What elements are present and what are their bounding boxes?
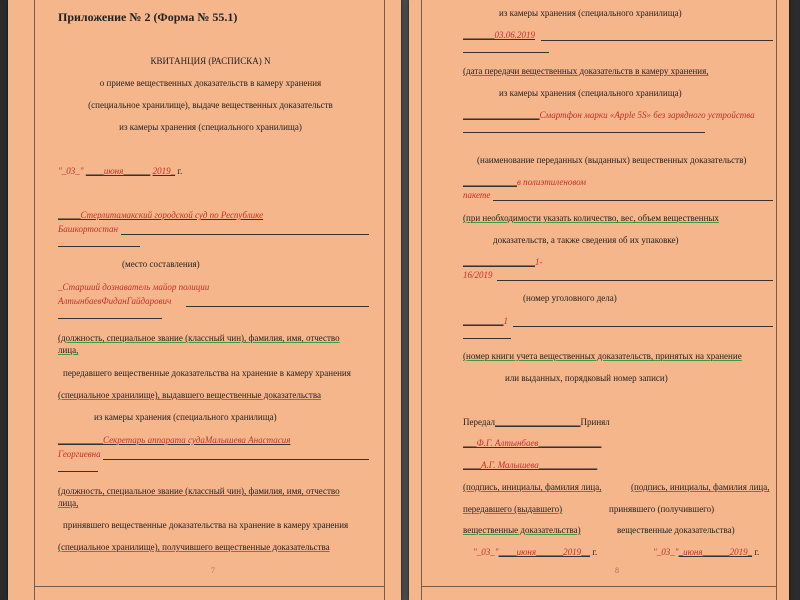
receiver-line-1: __________Секретарь аппарата судаМалышева Анастасия [58,435,291,445]
page-number-8: 8 [615,566,619,575]
receiver-line-2 [58,449,101,460]
caption-sign-left: (подпись, инициалы, фамилия лица, [463,482,602,492]
accepted-name-line: ____А.Г. Малышева_____________ [463,460,598,470]
document-page-8 [409,0,789,600]
receipt-title: КВИТАНЦИЯ (РАСПИСКА) N [150,56,271,66]
receipt-date: "_03_" ____июня______ 2019_ г. [58,166,183,176]
place-handwritten-1: Стерлитамакский городской суд по Республике [80,210,264,220]
officer-handwritten-1: _Старший дознаватель майор полиции [58,282,210,292]
caption-received-1: принявшего вещественные доказательства на хранение в камеру хранения [63,520,349,530]
margin-line-bottom [34,586,385,587]
officer-line-1 [58,282,209,293]
document-page-7 [8,0,401,600]
caption-date-1: (дата передачи вещественных доказательств в камеру хранения, [463,66,709,76]
case-line-2 [463,270,493,281]
transfer-date: 03.06.2019 [494,30,535,40]
caption-transferred-1: передавшего вещественные доказательства на хранение в камеру хранения [63,368,351,378]
officer-line-2 [58,296,171,307]
caption-sign-right-3: вещественные доказательства) [617,525,735,535]
caption-case: (номер уголовного дела) [523,293,617,303]
book-handwritten: 1 [503,316,508,326]
receipt-subtitle-2: (специальное хранилище), выдаче вещественных доказательств [88,100,333,110]
passed-label: Передал [463,417,496,427]
margin-line-left [421,0,422,600]
margin-line-right [776,0,777,600]
caption-position-1b: лица, [58,345,79,355]
receipt-subtitle-3: из камеры хранения (специального хранилища) [119,122,302,132]
package-handwritten-1: в полиэтиленовом [517,177,587,187]
margin-line-bottom [421,586,777,587]
date-day: "_03_" [58,166,84,176]
caption-package-2: доказательств, а также сведения об их упаковке) [493,235,679,245]
accepted-name: А.Г. Малышева [481,460,539,470]
caption-transferred-2: (специальное хранилище), выдавшего вещественные доказательства [58,390,321,400]
book-line: _________1 [463,316,508,326]
viewer-background-left [0,0,8,600]
case-handwritten-2: 16/2019 [463,270,493,280]
passed-name-line: ___Ф.Г. Алтынбаев______________ [463,438,602,448]
date-year: 2019_ [152,166,176,176]
place-line-1: _____Стерлитамакский городской суд по Республике [58,210,264,220]
passed-name: Ф.Г. Алтынбаев [476,438,539,448]
caption-book-2: или выданных, порядковый номер записи) [505,373,668,383]
signers-header: Передал___________________Принял [463,417,610,427]
case-line-1: ________________1- [463,257,543,267]
caption-sign-right-2: принявшего (получившего) [609,504,715,514]
caption-package-1: (при необходимости указать количество, вес, объем вещественных [463,213,719,223]
place-caption: (место составления) [122,259,200,269]
package-line-2 [463,190,490,201]
place-handwritten-2: Башкортостан [58,224,118,234]
case-handwritten-1: 1- [535,257,543,267]
date-month: июня [103,166,124,176]
viewer-background-gap [401,0,409,600]
caption-book-1: (номер книги учета вещественных доказательств, принятых на хранение [463,351,742,361]
accepted-label: Принял [580,417,610,427]
receiver-handwritten-2: Георгиевна [58,449,101,459]
caption-received-2: (специальное хранилище), получившего вещественные доказательства [58,542,330,552]
package-line-1: ____________в полиэтиленовом [463,177,587,187]
margin-line-right [384,0,385,600]
margin-line-left [34,0,35,600]
sign-date-left: "_03_"____июня______2019__ г. [473,547,598,557]
caption-sign-right: (подпись, инициалы, фамилия лица, [631,482,770,492]
caption-date-2: из камеры хранения (специального хранилища) [499,88,682,98]
caption-sign-left-2: передавшего (выдавшего) [463,504,563,514]
item-line: _________________Смартфон марки «Apple 5S» без зарядного устройства [463,110,755,120]
package-handwritten-2: пакете [463,190,491,200]
transfer-date-line: _______03.06.2019 [463,30,535,40]
page-number-7: 7 [211,566,215,575]
top-line: из камеры хранения (специального хранилища) [499,8,682,18]
place-line-2 [58,224,118,235]
sign-date-right: "_03_"_июня______2019_ г. [653,547,760,557]
caption-position-2: (должность, специальное звание (классный чин), фамилия, имя, отчество [58,486,340,496]
appendix-heading: Приложение № 2 (Форма № 55.1) [58,10,238,24]
caption-transferred-3: из камеры хранения (специального хранилища) [94,412,277,422]
officer-handwritten-2: АлтынбаевФиданГайдарович [58,296,172,306]
caption-position-1: (должность, специальное звание (классный чин), фамилия, имя, отчество [58,333,340,343]
caption-sign-left-3: вещественные доказательства) [463,525,581,535]
caption-items: (наименование переданных (выданных) вещественных доказательств) [477,155,747,165]
viewer-background-right [789,0,800,600]
item-handwritten: Смартфон марки «Apple 5S» без зарядного устройства [539,110,755,120]
caption-position-2b: лица, [58,498,79,508]
receipt-subtitle-1: о приеме вещественных доказательств в камеру хранения [99,78,322,88]
receiver-handwritten-1: Секретарь аппарата судаМалышева Анастасия [103,435,291,445]
